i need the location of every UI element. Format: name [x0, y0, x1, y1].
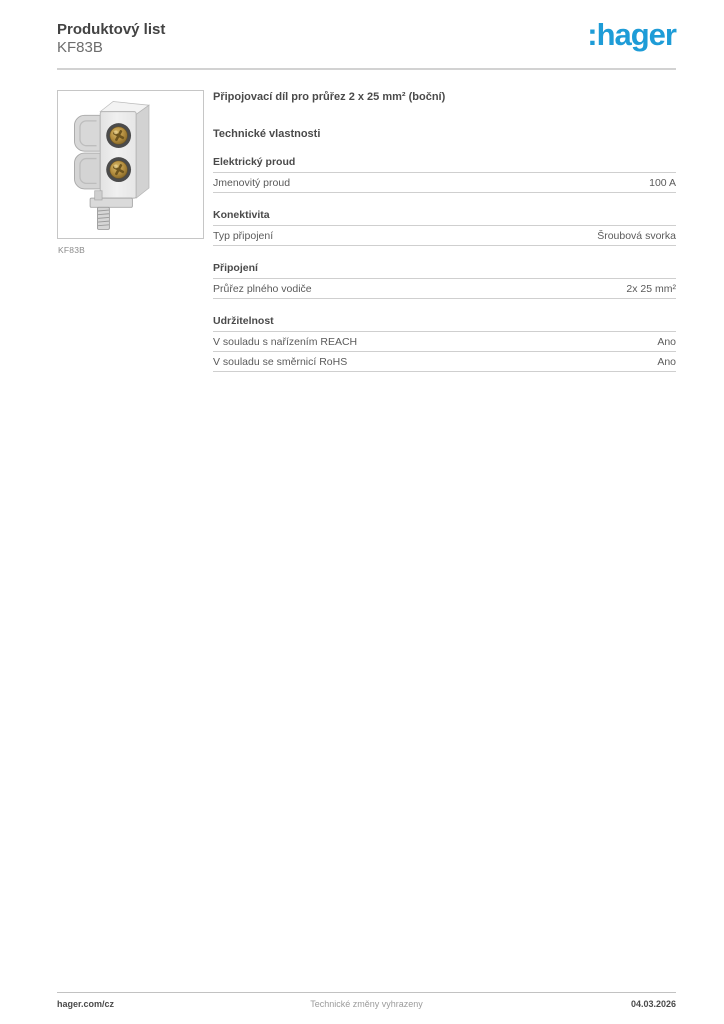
spec-value: 2x 25 mm²: [626, 283, 676, 295]
spec-section-title: Konektivita: [213, 209, 676, 226]
spec-row: [213, 226, 676, 246]
spec-value: Ano: [657, 336, 676, 348]
spec-section-sustainability: [213, 315, 676, 372]
spec-row: [213, 332, 676, 352]
spec-section-electrical: [213, 156, 676, 193]
spec-value: 100 A: [649, 177, 676, 189]
spec-section-title: Připojení: [213, 262, 676, 279]
spec-row: [213, 173, 676, 193]
product-title: Připojovací díl pro průřez 2 x 25 mm² (boční): [213, 91, 446, 103]
product-image: [57, 90, 204, 239]
spec-label: Průřez plného vodiče: [213, 283, 312, 295]
spec-label: Typ připojení: [213, 230, 274, 242]
spec-value: Ano: [657, 356, 676, 368]
website-link[interactable]: hager.com/cz: [57, 999, 115, 1009]
terminal-block-illustration: [64, 96, 176, 234]
footer: [57, 999, 676, 1009]
header-divider: [57, 68, 676, 70]
product-image-caption: KF83B: [58, 245, 85, 255]
spec-label: Jmenovitý proud: [213, 177, 291, 189]
technical-properties-heading: Technické vlastnosti: [213, 128, 321, 140]
spec-section-title: Udržitelnost: [213, 315, 676, 332]
document-type-title: Produktový list: [57, 21, 166, 38]
spec-row: [213, 352, 676, 372]
spec-section-connection: [213, 262, 676, 299]
spec-label: V souladu se směrnicí RoHS: [213, 356, 348, 368]
footer-date: 04.03.2026: [630, 999, 676, 1009]
header: [57, 21, 165, 56]
footer-divider: [57, 992, 676, 993]
product-code: KF83B: [57, 39, 103, 56]
spec-section-title: Elektrický proud: [213, 156, 676, 173]
footer-disclaimer: Technické změny vyhrazeny: [310, 999, 423, 1009]
spec-section-connectivity: [213, 209, 676, 246]
spec-row: [213, 279, 676, 299]
spec-value: Šroubová svorka: [597, 230, 676, 242]
spec-label: V souladu s nařízením REACH: [213, 336, 358, 348]
hager-logo: :hager: [587, 17, 676, 52]
specs-column: [213, 91, 676, 372]
